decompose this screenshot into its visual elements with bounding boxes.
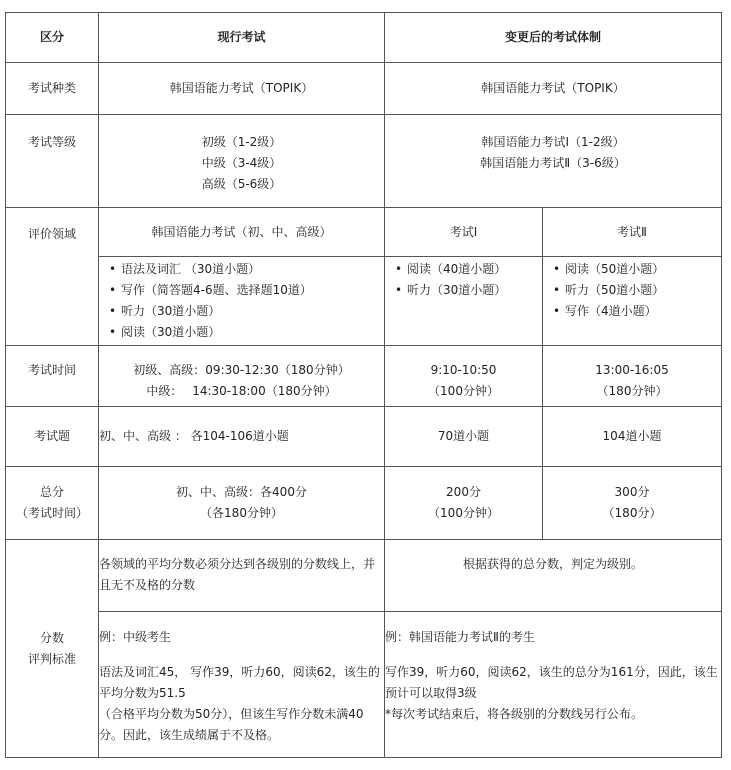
row-eval-area-items: [6, 257, 722, 346]
row-label-exam-level: 考试等级: [6, 115, 99, 208]
row-criteria-rule: [6, 540, 722, 612]
row-label-questions: 考试题: [6, 407, 99, 467]
exam-type-current: 韩国语能力考试（TOPIK）: [99, 63, 385, 115]
exam-level-new: [385, 115, 722, 208]
time-line: 9:10-10:50: [430, 363, 497, 377]
criteria-current-rule: 各领域的平均分数必须分达到各级别的分数线上，并且无不及格的分数: [99, 540, 385, 612]
eval-area-test2-title: 考试Ⅱ: [543, 208, 722, 257]
row-exam-time: [6, 346, 722, 407]
list-item: • 阅读（50道小题）: [543, 259, 721, 280]
header-category: 区分: [6, 13, 99, 63]
time-line: 中级： 14:30-18:00（180分钟）: [146, 384, 337, 398]
list-item: • 听力（50道小题）: [543, 280, 721, 301]
item-list: [543, 259, 721, 322]
item-list: [99, 259, 384, 343]
example-line: *每次考试结束后，将各级别的分数线另行公布。: [385, 707, 644, 721]
score-test1: [385, 467, 543, 540]
example-title: 例：中级考生: [99, 630, 172, 644]
row-questions: [6, 407, 722, 467]
header-row: [6, 13, 722, 63]
exam-time-test2: [543, 346, 722, 407]
list-item: • 写作（简答题4-6题、选择题10道）: [99, 280, 384, 301]
eval-area-test1-items: [385, 257, 543, 346]
questions-test1: 70道小题: [385, 407, 543, 467]
row-label-score: [6, 467, 99, 540]
score-line: （各180分钟）: [200, 506, 283, 520]
score-line: 300分: [614, 485, 650, 499]
list-item: • 听力（30道小题）: [385, 280, 542, 301]
time-line: 初级、高级：09:30-12:30（180分钟）: [133, 363, 350, 377]
questions-test2: 104道小题: [543, 407, 722, 467]
score-line: 200分: [446, 485, 481, 499]
header-new-exam: 变更后的考试体制: [385, 13, 722, 63]
list-item: • 阅读（40道小题）: [385, 259, 542, 280]
score-test2: [543, 467, 722, 540]
level-line: 初级（1-2级）: [201, 135, 282, 149]
row-exam-type: [6, 63, 722, 115]
criteria-current-example: [99, 612, 385, 758]
score-current: [99, 467, 385, 540]
score-label-line: 总分: [39, 485, 64, 499]
level-line: 韩国语能力考试Ⅰ（1-2级）: [481, 135, 625, 149]
exam-type-new: 韩国语能力考试（TOPIK）: [385, 63, 722, 115]
exam-time-test1: [385, 346, 543, 407]
row-label-exam-type: 考试种类: [6, 63, 99, 115]
level-line: 高级（5-6级）: [201, 177, 282, 191]
list-item: • 听力（30道小题）: [99, 301, 384, 322]
row-exam-level: [6, 115, 722, 208]
example-line: 语法及词汇45， 写作39，听力60，阅读62，该生的平均分数为51.5: [99, 665, 380, 700]
row-label-exam-time: 考试时间: [6, 346, 99, 407]
list-item: • 阅读（30道小题）: [99, 322, 384, 343]
criteria-new-example: [385, 612, 722, 758]
questions-current: 初、中、高级 ： 各104-106道小题: [99, 407, 385, 467]
example-line: （合格平均分数为50分），但该生写作分数未满40分。因此，该生成绩属于不及格。: [99, 707, 364, 742]
list-item: • 写作（4道小题）: [543, 301, 721, 322]
time-line: 13:00-16:05: [595, 363, 669, 377]
exam-time-current: [99, 346, 385, 407]
eval-area-current-title: 韩国语能力考试（初、中、高级）: [99, 208, 385, 257]
row-score: [6, 467, 722, 540]
exam-level-current: [99, 115, 385, 208]
level-line: 韩国语能力考试Ⅱ（3-6级）: [480, 156, 626, 170]
score-line: 初、中、高级：各400分: [176, 485, 307, 499]
row-label-eval-area: 评价领域: [6, 208, 99, 346]
row-criteria-example: [6, 612, 722, 758]
exam-comparison-table: [5, 12, 722, 758]
eval-area-current-items: [99, 257, 385, 346]
row-label-criteria: [6, 540, 99, 758]
score-line: （180分）: [602, 506, 662, 520]
eval-area-test1-title: 考试Ⅰ: [385, 208, 543, 257]
example-title: 例：韩国语能力考试Ⅱ的考生: [385, 630, 535, 644]
score-line: （100分钟）: [428, 506, 499, 520]
eval-area-test2-items: [543, 257, 722, 346]
example-line: 写作39，听力60，阅读62，该生的总分为161分，因此，该生预计可以取得3级: [385, 665, 718, 700]
row-eval-area-titles: [6, 208, 722, 257]
score-label-line: （考试时间）: [15, 506, 88, 520]
header-current-exam: 现行考试: [99, 13, 385, 63]
criteria-new-rule: 根据获得的总分数，判定为级别。: [385, 540, 722, 612]
item-list: [385, 259, 542, 301]
level-line: 中级（3-4级）: [201, 156, 282, 170]
criteria-label-line: 评判标准: [27, 651, 76, 666]
list-item: • 语法及词汇 （30道小题）: [99, 259, 384, 280]
time-line: （100分钟）: [428, 384, 499, 398]
criteria-label-line: 分数: [39, 630, 64, 645]
time-line: （180分钟）: [596, 384, 668, 398]
